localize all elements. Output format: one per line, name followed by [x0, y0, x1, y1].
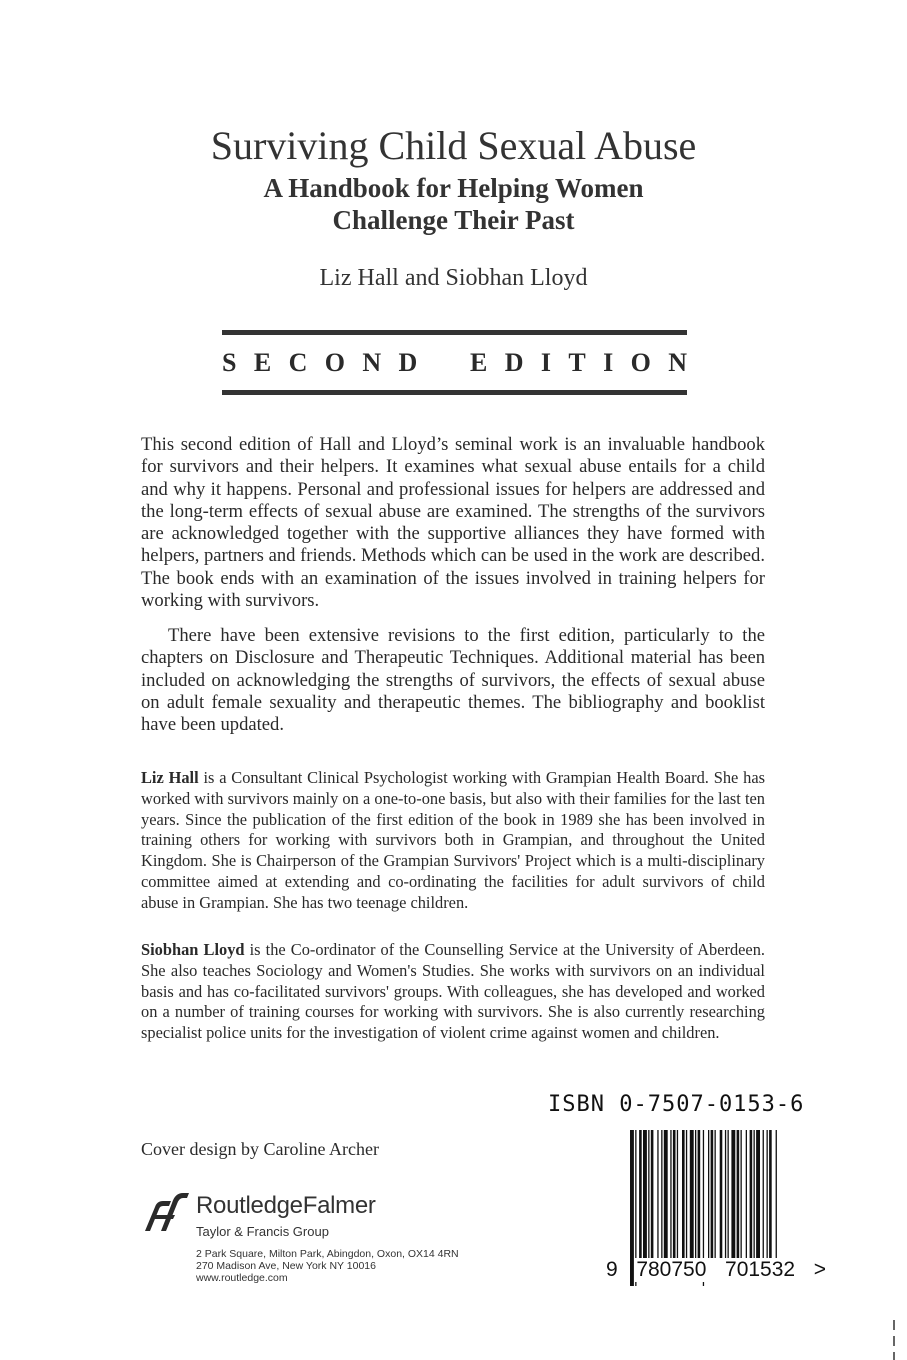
book-subtitle: [0, 172, 907, 236]
barcode-bar: [715, 1130, 716, 1258]
barcode-bar: [698, 1130, 701, 1258]
barcode-digit-group: 9: [606, 1258, 618, 1281]
edition-letter: N: [362, 348, 382, 377]
publisher-address-uk: 2 Park Square, Milton Park, Abingdon, Oxon, OX14 4RN: [196, 1248, 459, 1260]
barcode-bar: [639, 1130, 642, 1258]
subtitle-line-2: Challenge Their Past: [332, 205, 575, 235]
isbn-number: ISBN 0-7507-0153-6: [548, 1092, 805, 1117]
edition-letter: S: [222, 348, 237, 377]
barcode-bar: [657, 1130, 658, 1258]
barcode-bar: [769, 1130, 772, 1258]
barcode-digit-group: 780750: [636, 1258, 707, 1281]
barcode-bar: [711, 1130, 714, 1258]
subtitle-line-1: A Handbook for Helping Women: [263, 173, 644, 203]
barcode-digit-group: 701532: [725, 1258, 796, 1281]
book-authors: Liz Hall and Siobhan Lloyd: [319, 265, 588, 291]
edition-letter: O: [630, 348, 651, 377]
edition-letter: E: [253, 348, 272, 377]
edition-rule-top: [222, 330, 687, 335]
edition-letter: D: [398, 348, 418, 377]
barcode-bar: [661, 1130, 662, 1258]
barcode-bar: [670, 1130, 671, 1258]
publisher-name: RoutledgeFalmer: [196, 1192, 376, 1219]
barcode-bar: [754, 1130, 755, 1258]
edition-letter: I: [540, 348, 552, 377]
edition-rule-bottom: [222, 390, 687, 395]
edition-letter: N: [668, 348, 687, 377]
barcode-bar: [750, 1130, 753, 1258]
publisher-logo-icon: [141, 1185, 191, 1237]
cover-design-credit: Cover design by Caroline Archer: [141, 1139, 379, 1159]
author-name-lloyd: Siobhan Lloyd: [141, 940, 245, 959]
barcode-bar: [690, 1130, 694, 1258]
barcode-bar: [737, 1130, 740, 1258]
trim-mark: [893, 1320, 895, 1360]
blurb-paragraph-2: There have been extensive revisions to the first edition, particularly to the chapters on Disclosure and Therapeutic Techniques. Additional material has been included on acknowledging the strengths of survivors, the effects of sexual abuse on adult female sexuality and therapeutic themes. The bibliography and booklist have been updated.: [141, 625, 765, 736]
author-name-hall: Liz Hall: [141, 768, 199, 787]
barcode-bar: [686, 1130, 687, 1258]
author-bio-text-hall: is a Consultant Clinical Psychologist working with Grampian Health Board. She has worked with survivors mainly on a one-to-one basis, but also with their families for the last ten years. Since the publication of the first edition of the book in 1989 she has been involved in training others for working with survivors both in Grampian, and throughout the United Kingdom. She is Chairperson of the Grampian Survivors' Project which is a multi-disciplinary committee aimed at extending and co-ordinating the facilities for adult survivors of child abuse in Grampian. She has two teenage children.: [141, 768, 765, 912]
barcode-bar: [664, 1130, 668, 1258]
barcode-bar: [746, 1130, 747, 1258]
barcode-bar: [741, 1130, 742, 1258]
author-bio-hall: [141, 768, 765, 914]
author-bio-lloyd: [141, 940, 765, 1044]
book-title: Surviving Child Sexual Abuse: [210, 123, 697, 168]
edition-letter: C: [288, 348, 308, 377]
barcode-bar: [763, 1130, 764, 1258]
barcode-bar: [651, 1130, 654, 1258]
edition-letter: E: [470, 348, 488, 377]
edition-banner: [222, 346, 687, 380]
barcode-bar: [695, 1130, 696, 1258]
barcode-bar: [728, 1130, 729, 1258]
barcode-bar: [673, 1130, 676, 1258]
edition-letter: T: [568, 348, 586, 377]
barcode-bar: [682, 1130, 685, 1258]
publisher-group: Taylor & Francis Group: [196, 1224, 329, 1239]
barcode-bar: [725, 1130, 726, 1258]
edition-letter: I: [603, 348, 614, 377]
barcode-bar: [767, 1130, 768, 1258]
author-bio-text-lloyd: is the Co-ordinator of the Counselling Service at the University of Aberdeen. She also teaches Sociology and Women's Studies. She works with survivors on an individual basis and has co-facilitated survivors' groups. With colleagues, she has developed and worked on a number of training courses for working with survivors. She is also currently researching specialist police units for the investigation of violent crime against women and children.: [141, 940, 766, 1043]
publisher-website: www.routledge.com: [196, 1272, 288, 1284]
edition-letter: O: [324, 348, 345, 377]
barcode-bar: [708, 1130, 709, 1258]
edition-letter: D: [504, 348, 524, 377]
publisher-address-us: 270 Madison Ave, New York NY 10016: [196, 1260, 376, 1272]
blurb-paragraph-1: This second edition of Hall and Lloyd’s seminal work is an invaluable handbook for survivors and their helpers. It examines what sexual abuse entails for a child and why it happens. Personal and professional issues for helpers are addressed and the long-term effects of sexual abuse are examined. The strengths of the survivors are acknowledged together with the supportive alliances they have formed with helpers, partners and friends. Methods which can be used in the work are described. The book ends with an examination of the issues involved in training helpers for working with survivors.: [141, 434, 765, 612]
barcode-bar: [677, 1130, 678, 1258]
barcode-digit-group: >: [813, 1258, 826, 1281]
barcode-bar: [720, 1130, 723, 1258]
barcode-bar: [776, 1130, 777, 1258]
barcode-digits: [605, 1258, 827, 1282]
barcode-bar: [643, 1130, 647, 1258]
barcode-bar: [731, 1130, 735, 1258]
barcode-bar: [648, 1130, 649, 1258]
barcode-bar: [756, 1130, 760, 1258]
